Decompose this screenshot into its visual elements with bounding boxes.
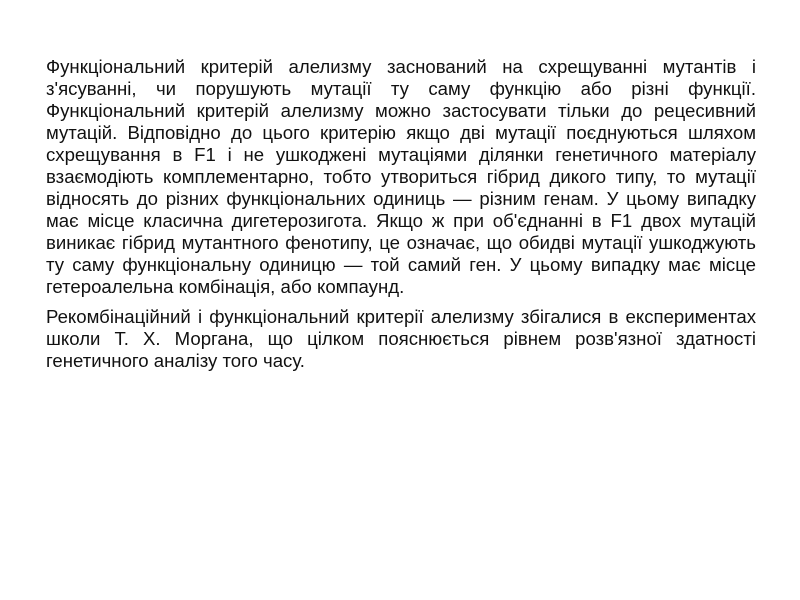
paragraph-functional-criterion: Функціональний критерій алелизму заснований на схрещуванні мутантів і з'ясуванні, чи порушують мутації ту саму функцію або різні функції. Функціональний критерій алелизму можно застосувати тільки до рецесивний мутацій. Відповідно до цього критерію якщо дві мутації поєднуються шляхом схрещування в F1 і не ушкоджені мутаціями ділянки генетичного матеріалу взаємодіють комплементарно, тобто утвориться гібрид дикого типу, то мутації відносять до різних функціональних одиниць — різним генам. У цьому випадку має місце класична дигетерозигота. Якщо ж при об'єднанні в F1 двох мутацій виникає гібрид мутантного фенотипу, це означає, що обидві мутації ушкоджують ту саму функціональну одиницю — той самий ген. У цьому випадку має місце гетероалельна комбінація, або компаунд.: [46, 56, 756, 297]
paragraph-recombination-criterion: Рекомбінаційний і функціональний критерії алелизму збігалися в експериментах школи Т. Х. Моргана, що цілком пояснюється рівнем розв'язної здатності генетичного аналізу того часу.: [46, 306, 756, 371]
slide-text-block: [46, 56, 756, 372]
